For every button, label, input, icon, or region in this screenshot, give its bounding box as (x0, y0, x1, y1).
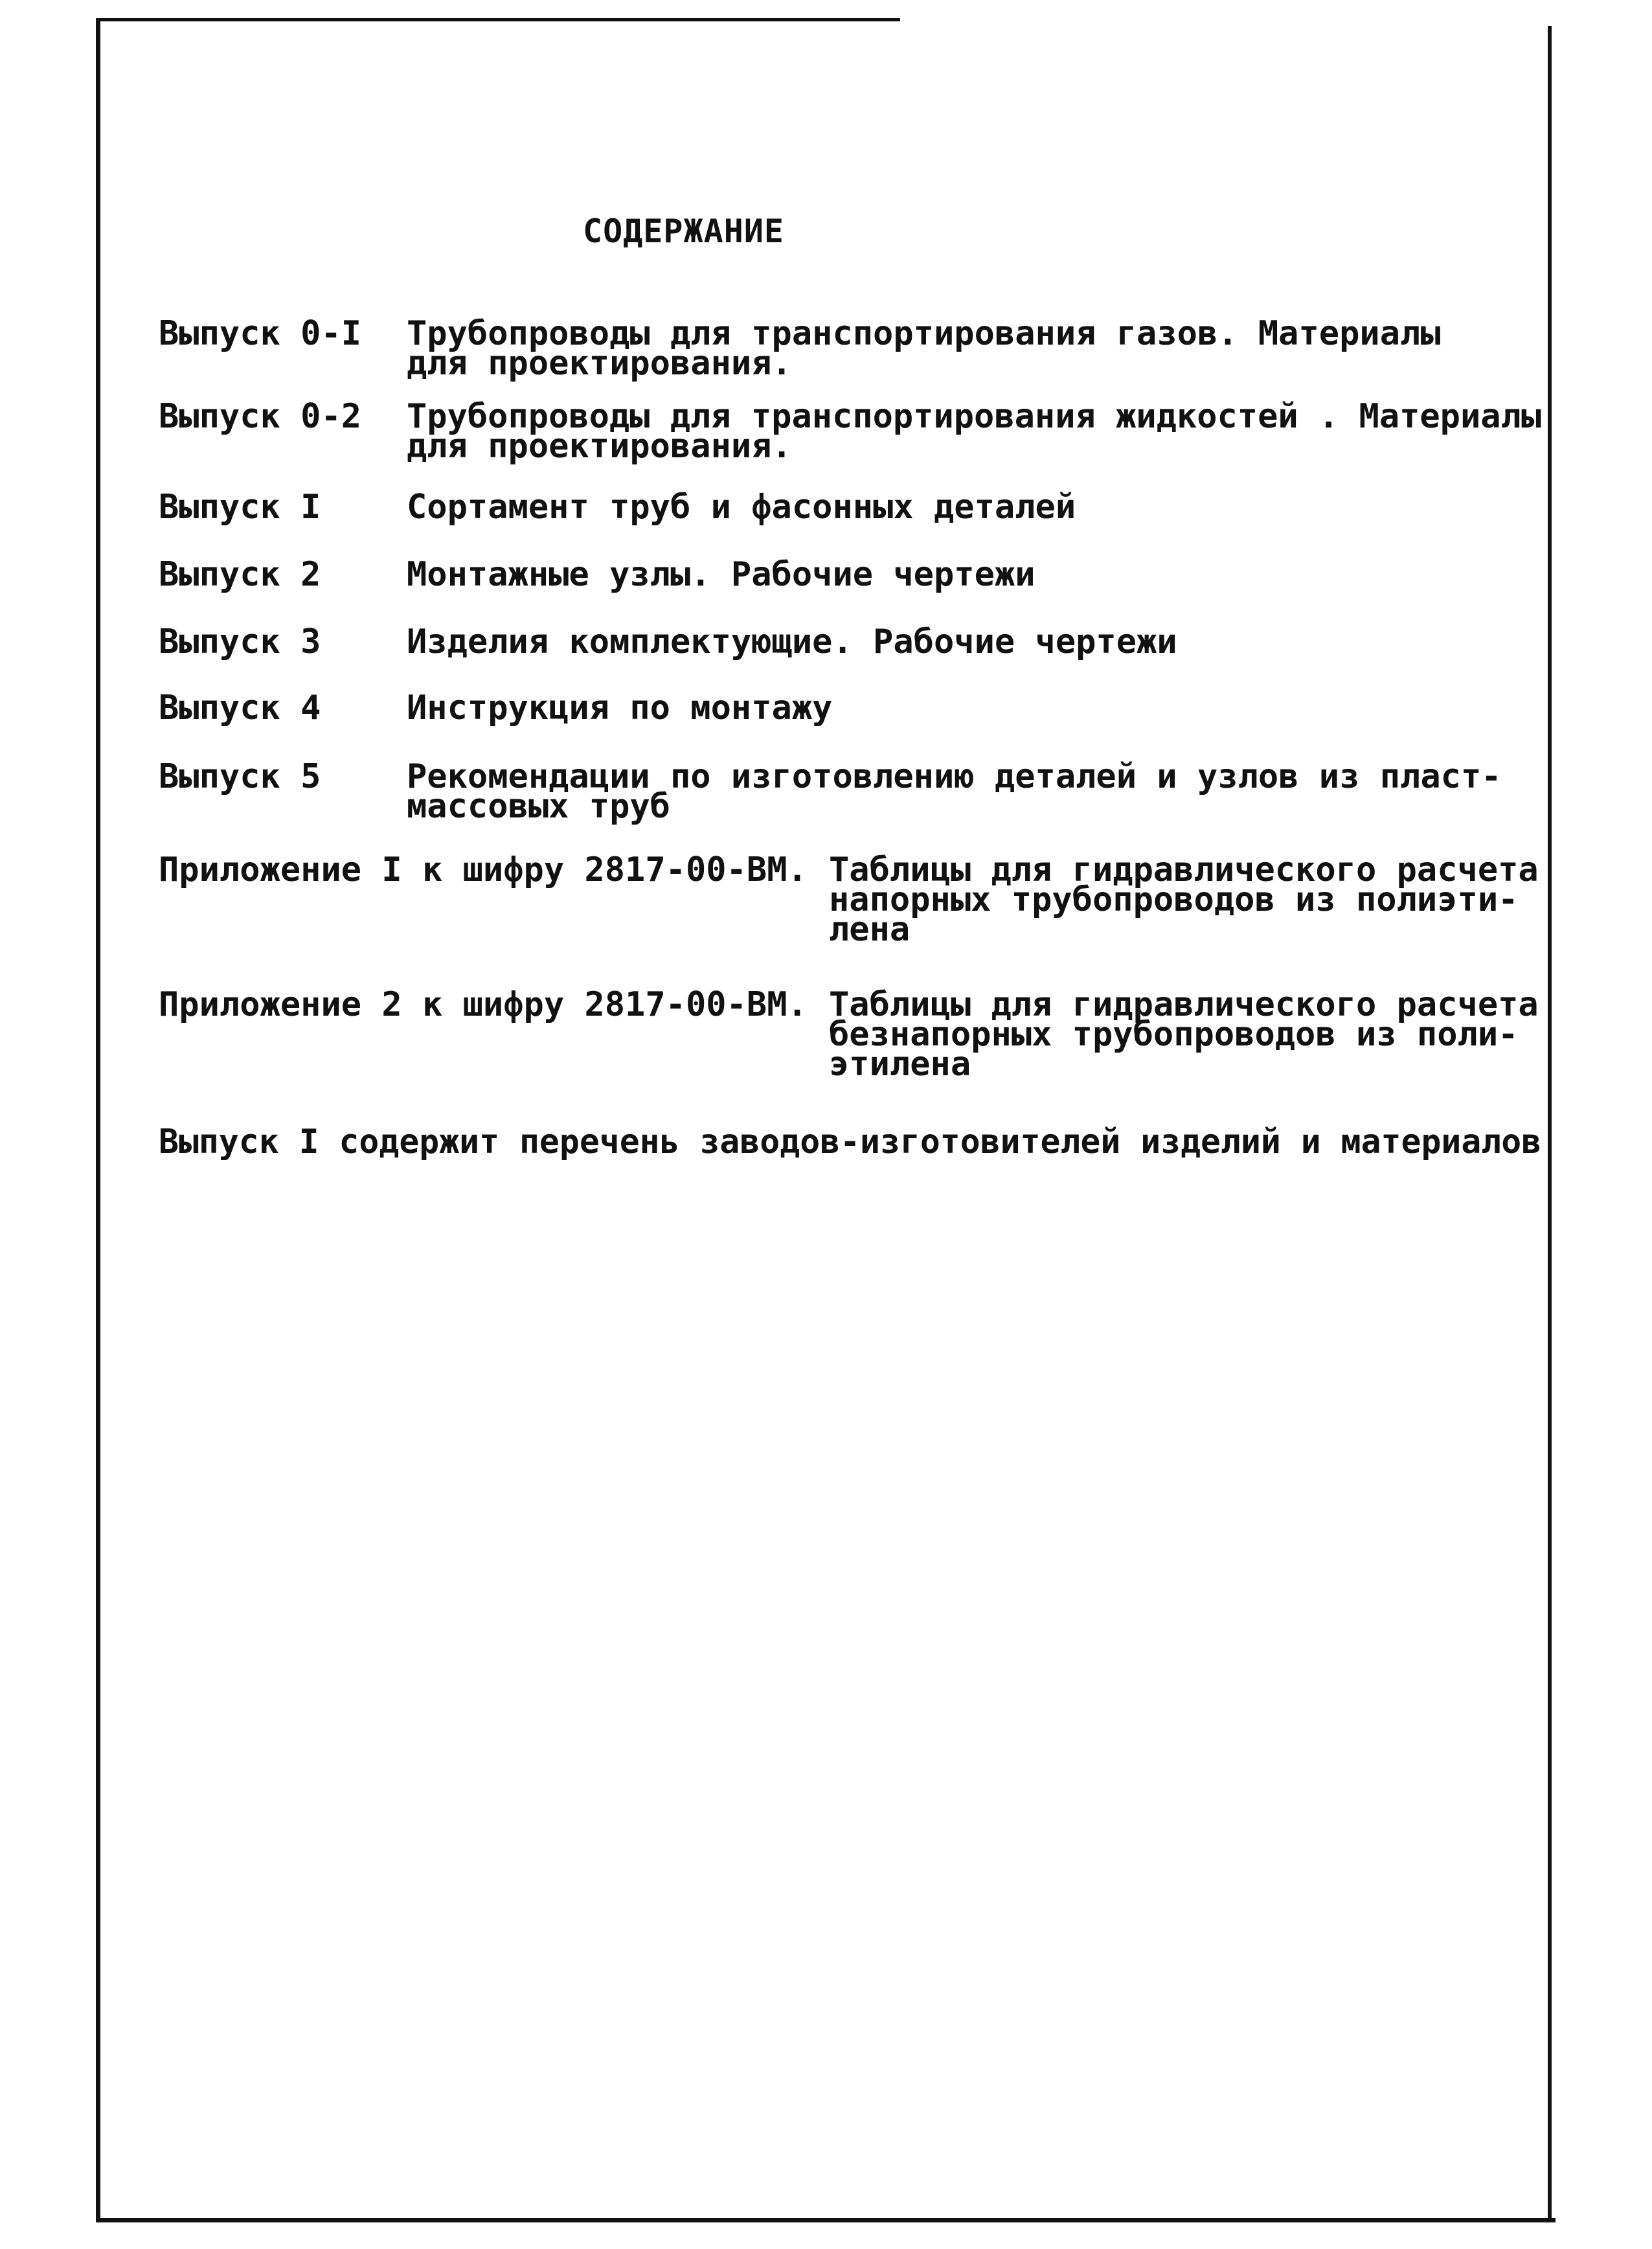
entry-label: Выпуск 0-I (159, 314, 362, 353)
entry-description-line: Трубопроводы для транспортирования газов. Материалы (407, 314, 1441, 353)
appendix-description-line: Таблицы для гидравлического расчета (829, 851, 1539, 889)
entry-description-line: для проектирования. (407, 427, 792, 466)
entry-description-line: Сортамент труб и фасонных деталей (407, 488, 1076, 527)
appendix-description-line: лена (829, 910, 911, 949)
entry-description-line: массовых труб (407, 787, 670, 826)
entry-description-line: Инструкция по монтажу (407, 689, 833, 727)
frame-left-line (96, 18, 100, 2220)
frame-top-line (97, 18, 900, 21)
entry-label: Выпуск 4 (159, 689, 321, 727)
entry-description-line: Трубопроводы для транспортирования жидкостей . Материалы (407, 397, 1542, 436)
entry-label: Выпуск 0-2 (159, 397, 362, 436)
entry-description-line: Рекомендации по изготовлению деталей и узлов из пласт- (407, 757, 1502, 796)
entry-label: Выпуск I (159, 488, 321, 527)
entry-label: Выпуск 5 (159, 757, 321, 796)
appendix-description-line: Таблицы для гидравлического расчета (829, 985, 1539, 1024)
page-title: СОДЕРЖАНИЕ (583, 212, 785, 250)
entry-label: Выпуск 3 (159, 622, 321, 661)
appendix-label: Приложение 2 к шифру 2817-00-ВМ. (159, 985, 808, 1024)
appendix-description-line: безнапорных трубопроводов из поли- (829, 1015, 1519, 1054)
entry-description-line: Изделия комплектующие. Рабочие чертежи (407, 622, 1177, 661)
appendix-description-line: этилена (829, 1045, 971, 1084)
appendix-description-line: напорных трубопроводов из полиэти- (829, 880, 1519, 919)
entry-description-line: для проектирования. (407, 344, 792, 383)
entry-description-line: Монтажные узлы. Рабочие чертежи (407, 555, 1035, 594)
entry-label: Выпуск 2 (159, 555, 321, 594)
appendix-label: Приложение I к шифру 2817-00-ВМ. (159, 851, 808, 889)
frame-right-line (1548, 26, 1552, 2220)
footer-note: Выпуск I содержит перечень заводов-изготовителей изделий и материалов (159, 1123, 1542, 1161)
frame-bottom-line (96, 2218, 1556, 2222)
